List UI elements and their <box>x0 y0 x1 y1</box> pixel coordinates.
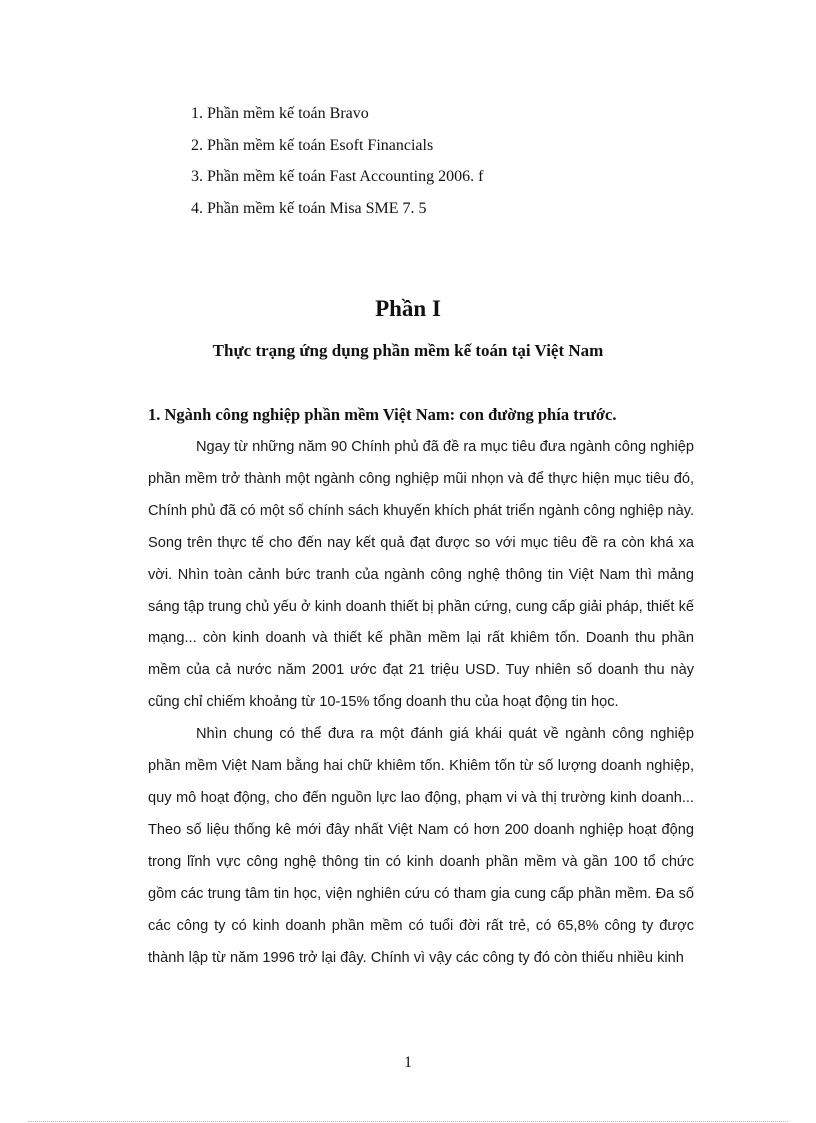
part-subtitle: Thực trạng ứng dụng phần mềm kế toán tại Việt Nam <box>212 341 604 360</box>
toc-item: 2. Phần mềm kế toán Esoft Financials <box>191 136 434 154</box>
toc-item: 3. Phần mềm kế toán Fast Accounting 2006. f <box>191 168 484 185</box>
part-title: Phần I <box>375 296 441 321</box>
section-heading: 1. Ngành công nghiệp phần mềm Việt Nam: con đường phía trước. <box>148 405 617 424</box>
body-paragraph: Ngay từ những năm 90 Chính phủ đã đề ra mục tiêu đưa ngành công nghiệp phần mềm trở thành một ngành công nghiệp mũi nhọn và để thực hiện mục tiêu đó, Chính phủ đã có một số chính sách khuyến khích phát triển ngành công nghiệp này. Song trên thực tế cho đến nay kết quả đạt được so với mục tiêu đề ra còn khá xa vời. Nhìn toàn cảnh bức tranh của ngành công nghệ thông tin Việt Nam thì mảng sáng tập trung chủ yếu ở kinh doanh thiết bị phần cứng, cung cấp giải pháp, thiết kế mạng... còn kinh doanh và thiết kế phần mềm lại rất khiêm tốn. Doanh thu phần mềm của cả nước năm 2001 ước đạt 21 triệu USD. Tuy nhiên số doanh thu này cũng chỉ chiếm khoảng từ 10-15% tổng doanh thu của hoạt động tin học. <box>148 439 694 711</box>
body-paragraph: Nhìn chung có thể đưa ra một đánh giá khái quát về ngành công nghiệp phần mềm Việt Nam bằng hai chữ khiêm tốn. Khiêm tốn từ số lượng doanh nghiệp, quy mô hoạt động, cho đến nguồn lực lao động, phạm vi và thị trường kinh doanh... Theo số liệu thống kê mới đây nhất Việt Nam có hơn 200 doanh nghiệp hoạt động trong lĩnh vực công nghệ thông tin có kinh doanh phần mềm và gần 100 tổ chức gồm các trung tâm tin học, viện nghiên cứu có tham gia cung cấp phần mềm. Đa số các công ty có kinh doanh phần mềm có tuổi đời rất trẻ, có 65,8% công ty được thành lập từ năm 1996 trở lại đây. Chính vì vậy các công ty đó còn thiếu nhiều kinh <box>148 726 694 966</box>
toc-item: 4. Phần mềm kế toán Misa SME 7. 5 <box>191 199 427 217</box>
page-bottom-divider <box>28 1121 788 1122</box>
section-body <box>148 432 694 974</box>
toc-item: 1. Phần mềm kế toán Bravo <box>191 105 369 122</box>
table-of-contents <box>191 103 483 229</box>
page-number: 1 <box>404 1054 412 1071</box>
